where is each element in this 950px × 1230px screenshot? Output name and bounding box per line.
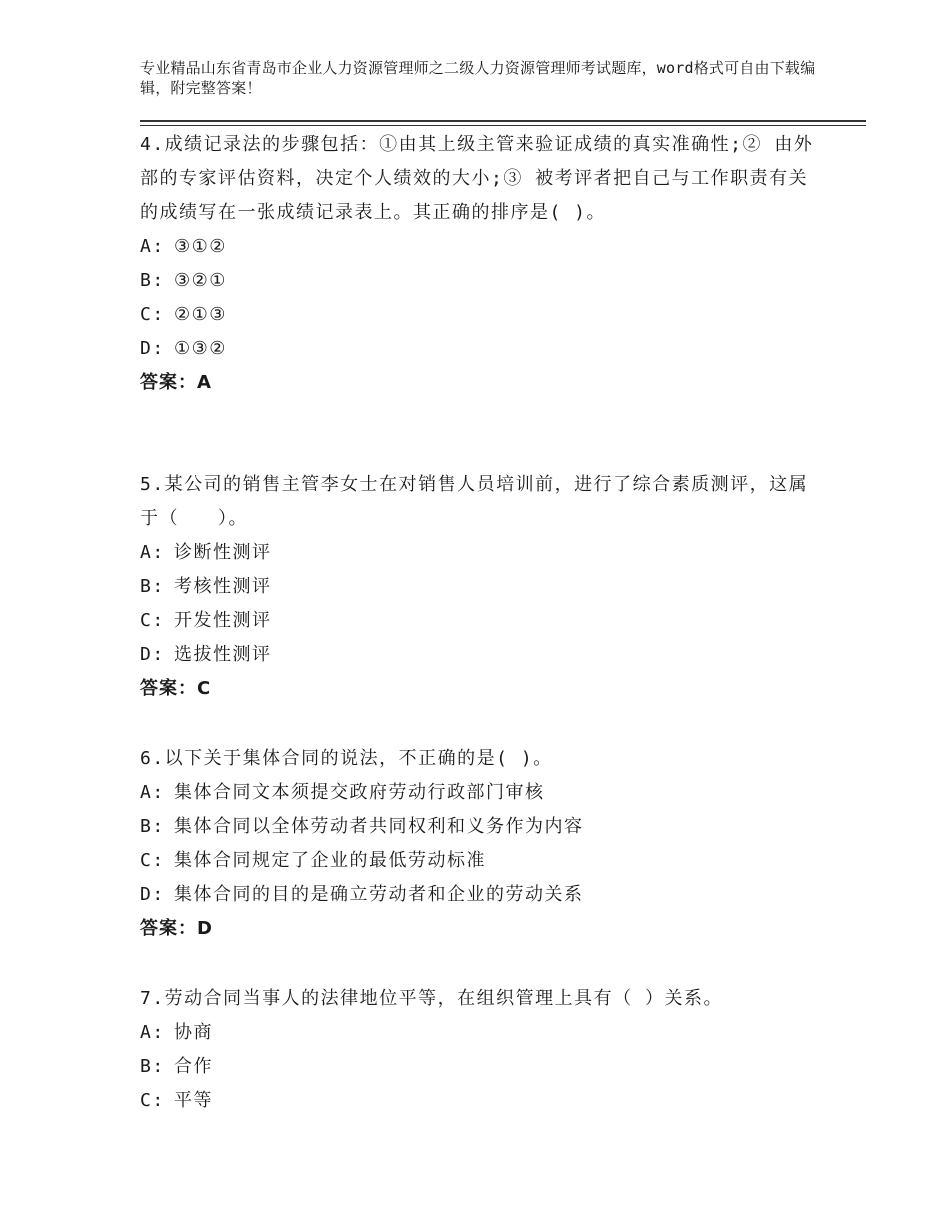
answer-label: 答案：D — [140, 918, 213, 939]
header-rule-thick — [140, 120, 866, 122]
option-letter: D: — [140, 884, 165, 905]
header-rule-thin — [140, 125, 866, 126]
document-header: 专业精品山东省青岛市企业人力资源管理师之二级人力资源管理师考试题库，word格式可自由下载编辑，附完整答案！ — [140, 59, 816, 97]
option-text: 集体合同以全体劳动者共同权利和义务作为内容 — [174, 816, 584, 837]
option-a — [140, 230, 820, 264]
question-5 — [140, 468, 820, 706]
question-4 — [140, 128, 820, 400]
option-text: 合作 — [174, 1056, 213, 1077]
option-c — [140, 604, 820, 638]
answer-label: 答案：C — [140, 678, 212, 699]
option-letter: C: — [140, 610, 165, 631]
option-c — [140, 844, 820, 878]
question-text: 4.成绩记录法的步骤包括：①由其上级主管来验证成绩的真实准确性;② 由外部的专家评估资料，决定个人绩效的大小;③ 被考评者把自己与工作职责有关的成绩写在一张成绩记录表上。其正确的排序是( )。 — [140, 134, 814, 223]
option-letter: B: — [140, 816, 165, 837]
option-b — [140, 264, 820, 298]
option-b — [140, 810, 820, 844]
option-text: 协商 — [174, 1022, 213, 1043]
option-text: ③②① — [174, 270, 227, 291]
option-letter: B: — [140, 1056, 165, 1077]
option-text: 选拔性测评 — [174, 644, 272, 665]
option-letter: C: — [140, 850, 165, 871]
option-letter: A: — [140, 542, 165, 563]
question-text: 7.劳动合同当事人的法律地位平等，在组织管理上具有（ ）关系。 — [140, 988, 724, 1009]
option-letter: A: — [140, 782, 165, 803]
option-text: 集体合同的目的是确立劳动者和企业的劳动关系 — [174, 884, 584, 905]
option-text: ②①③ — [174, 304, 227, 325]
option-letter: A: — [140, 1022, 165, 1043]
option-b — [140, 1050, 820, 1084]
option-text: 诊断性测评 — [174, 542, 272, 563]
option-letter: B: — [140, 576, 165, 597]
option-text: 开发性测评 — [174, 610, 272, 631]
question-text: 6.以下关于集体合同的说法，不正确的是( )。 — [140, 748, 553, 769]
question-7 — [140, 982, 820, 1118]
option-c — [140, 1084, 820, 1118]
option-a — [140, 776, 820, 810]
option-d — [140, 332, 820, 366]
option-text: ③①② — [174, 236, 227, 257]
option-letter: C: — [140, 1090, 165, 1111]
option-text: 集体合同规定了企业的最低劳动标准 — [174, 850, 486, 871]
option-letter: A: — [140, 236, 165, 257]
question-text: 5.某公司的销售主管李女士在对销售人员培训前，进行了综合素质测评，这属于（ ）。 — [140, 474, 809, 529]
option-d — [140, 878, 820, 912]
option-text: 考核性测评 — [174, 576, 272, 597]
option-text: 平等 — [174, 1090, 213, 1111]
answer-label: 答案：A — [140, 372, 212, 393]
option-a — [140, 1016, 820, 1050]
option-letter: D: — [140, 644, 165, 665]
option-b — [140, 570, 820, 604]
question-6 — [140, 742, 820, 946]
option-text: ①③② — [174, 338, 227, 359]
option-letter: C: — [140, 304, 165, 325]
option-letter: B: — [140, 270, 165, 291]
option-a — [140, 536, 820, 570]
option-letter: D: — [140, 338, 165, 359]
option-c — [140, 298, 820, 332]
option-text: 集体合同文本须提交政府劳动行政部门审核 — [174, 782, 545, 803]
option-d — [140, 638, 820, 672]
